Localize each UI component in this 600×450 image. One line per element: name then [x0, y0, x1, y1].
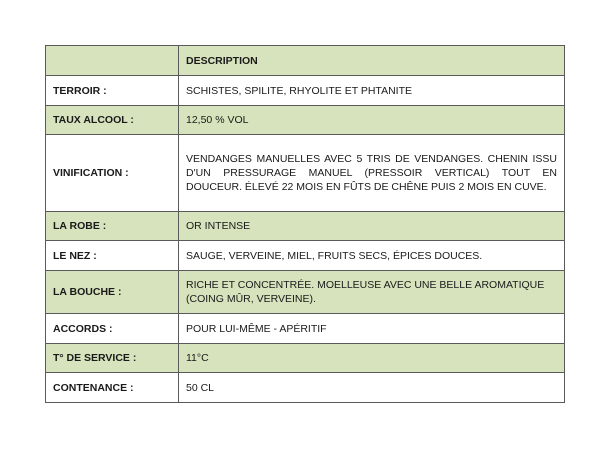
table-row-taux-alcool [46, 106, 565, 135]
row-value-vinification: VENDANGES MANUELLES AVEC 5 TRIS DE VENDANGES. CHENIN ISSU D'UN PRESSURAGE MANUEL (PRESSOIR VERTICAL) TOUT EN DOUCEUR. ÉLEVÉ 22 MOIS EN FÛTS DE CHÊNE PUIS 2 MOIS EN CUVE. [179, 135, 565, 212]
row-value-terroir: SCHISTES, SPILITE, RHYOLITE ET PHTANITE [179, 76, 565, 106]
row-value-temperature-service: 11°C [179, 344, 565, 373]
table-row-accords [46, 314, 565, 344]
row-label-terroir: TERROIR : [46, 76, 179, 106]
row-label-la-bouche: LA BOUCHE : [46, 271, 179, 314]
table-row-contenance [46, 373, 565, 403]
row-label-vinification: VINIFICATION : [46, 135, 179, 212]
header-description-cell: DESCRIPTION [179, 46, 565, 76]
table-row-la-robe [46, 212, 565, 241]
row-label-contenance: CONTENANCE : [46, 373, 179, 403]
row-value-contenance: 50 CL [179, 373, 565, 403]
row-label-la-robe: LA ROBE : [46, 212, 179, 241]
row-value-la-bouche: RICHE ET CONCENTRÉE. MOELLEUSE AVEC UNE BELLE AROMATIQUE (COING MÛR, VERVEINE). [179, 271, 565, 314]
wine-spec-table [45, 45, 565, 403]
table-row-le-nez [46, 241, 565, 271]
row-label-temperature-service: T° DE SERVICE : [46, 344, 179, 373]
table-row-terroir [46, 76, 565, 106]
row-label-taux-alcool: TAUX ALCOOL : [46, 106, 179, 135]
table-row-la-bouche [46, 271, 565, 314]
row-label-le-nez: LE NEZ : [46, 241, 179, 271]
row-value-accords: POUR LUI-MÊME - APÉRITIF [179, 314, 565, 344]
table-header-row [46, 46, 565, 76]
row-value-la-robe: OR INTENSE [179, 212, 565, 241]
table-row-vinification [46, 135, 565, 212]
header-label-cell [46, 46, 179, 76]
table-row-temperature-service [46, 344, 565, 373]
row-value-le-nez: SAUGE, VERVEINE, MIEL, FRUITS SECS, ÉPICES DOUCES. [179, 241, 565, 271]
row-label-accords: ACCORDS : [46, 314, 179, 344]
row-value-taux-alcool: 12,50 % VOL [179, 106, 565, 135]
